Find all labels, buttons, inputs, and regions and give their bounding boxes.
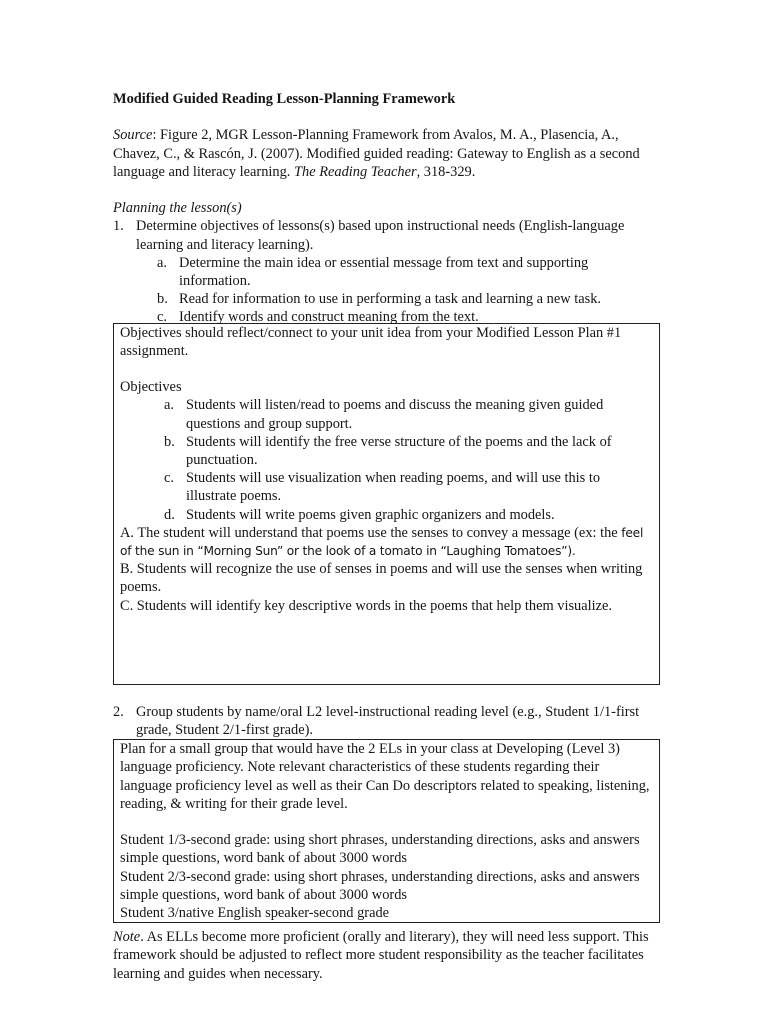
document-page (113, 90, 658, 983)
objective-A-example: feel of the sun in “Morning Sun” or the look of a tomato in “Laughing Tomatoes”). (120, 525, 644, 559)
item-marker: 2. (113, 703, 124, 720)
subitem-text: Read for information to use in performing a task and learning a new task. (179, 291, 602, 308)
objectives-box (113, 323, 660, 685)
objective-text: Students will listen/read to poems and discuss the meaning given guided questions and group support. (186, 397, 604, 432)
source-citation (113, 126, 658, 181)
list-item (164, 396, 654, 432)
note-text: . As ELLs become more proficient (orally and literary), they will need less support. This framework should be adjusted to reflect more student responsibility as the teacher facilitates learning and guides when necessary. (113, 929, 649, 982)
source-text-b: , 318-329. (416, 163, 476, 180)
objective-marker: c. (164, 470, 174, 487)
source-journal: The Reading Teacher (294, 163, 417, 180)
student-group-box (113, 739, 660, 923)
spacer (120, 813, 654, 831)
spacer (113, 108, 658, 126)
objective-A-text: A. The student will understand that poems use the senses to convey a message (ex: the (120, 524, 622, 541)
document-title: Modified Guided Reading Lesson-Planning Framework (113, 91, 456, 107)
group-plan-intro: Plan for a small group that would have the 2 ELs in your class at Developing (Level 3) language proficiency. Note relevant characteristics of these students regarding their language proficiency level as well as their Can Do descriptors related to speaking, listening, reading, & writing for their grade level. (120, 741, 650, 812)
spacer (113, 685, 658, 703)
student-1: Student 1/3-second grade: using short phrases, understanding directions, asks and answers simple questions, word bank of about 3000 words (120, 832, 640, 867)
item-text: Determine objectives of lessons(s) based upon instructional needs (English-language learning and literacy learning). (136, 218, 625, 253)
list-item (164, 506, 654, 524)
objective-marker: d. (164, 506, 175, 523)
objective-A (120, 524, 654, 560)
objectives-list (164, 396, 654, 523)
item-text: Group students by name/oral L2 level-instructional reading level (e.g., Student 1/1-first grade, Student 2/1-first grade). (136, 703, 640, 738)
numbered-item-1 (113, 217, 658, 253)
list-item (164, 469, 654, 505)
list-item (157, 308, 658, 326)
spacer (113, 181, 658, 199)
student-2: Student 2/3-second grade: using short phrases, understanding directions, asks and answers simple questions, word bank of about 3000 words (120, 868, 640, 903)
planning-heading: Planning the lesson(s) (113, 200, 242, 217)
item1-subitems (157, 254, 658, 327)
student-3: Student 3/native English speaker-second grade (120, 905, 390, 922)
subitem-marker: b. (157, 291, 168, 308)
subitem-marker: a. (157, 254, 167, 271)
list-item (157, 254, 658, 290)
objective-text: Students will identify the free verse structure of the poems and the lack of punctuation. (186, 433, 612, 469)
note-label: Note (113, 929, 141, 946)
note-paragraph (113, 928, 658, 983)
subitem-marker: c. (157, 309, 167, 326)
objective-marker: a. (164, 397, 174, 414)
list-item (164, 433, 654, 469)
objective-marker: b. (164, 433, 175, 450)
objective-C: C. Students will identify key descriptive words in the poems that help them visualize. (120, 597, 612, 614)
subitem-text: Determine the main idea or essential message from text and supporting information. (179, 254, 589, 289)
item-marker: 1. (113, 218, 124, 235)
source-label: Source (113, 127, 153, 144)
objectives-label: Objectives (120, 379, 182, 396)
objectives-intro: Objectives should reflect/connect to your unit idea from your Modified Lesson Plan #1 assignment. (120, 324, 622, 359)
objective-text: Students will write poems given graphic organizers and models. (186, 506, 555, 523)
objective-text: Students will use visualization when reading poems, and will use this to illustrate poems. (186, 470, 601, 505)
source-text-a: : Figure 2, MGR Lesson-Planning Framework from Avalos, M. A., Plasencia, A., Chavez, C., & Rascón, J. (2007). Modified guided reading: Gateway to English as a second language and literacy learning. (113, 127, 640, 180)
list-item (157, 290, 658, 308)
subitem-text: Identify words and construct meaning from the text. (179, 309, 479, 326)
spacer (120, 360, 654, 378)
objective-B: B. Students will recognize the use of senses in poems and will use the senses when writing poems. (120, 561, 643, 596)
numbered-item-2 (113, 703, 658, 739)
